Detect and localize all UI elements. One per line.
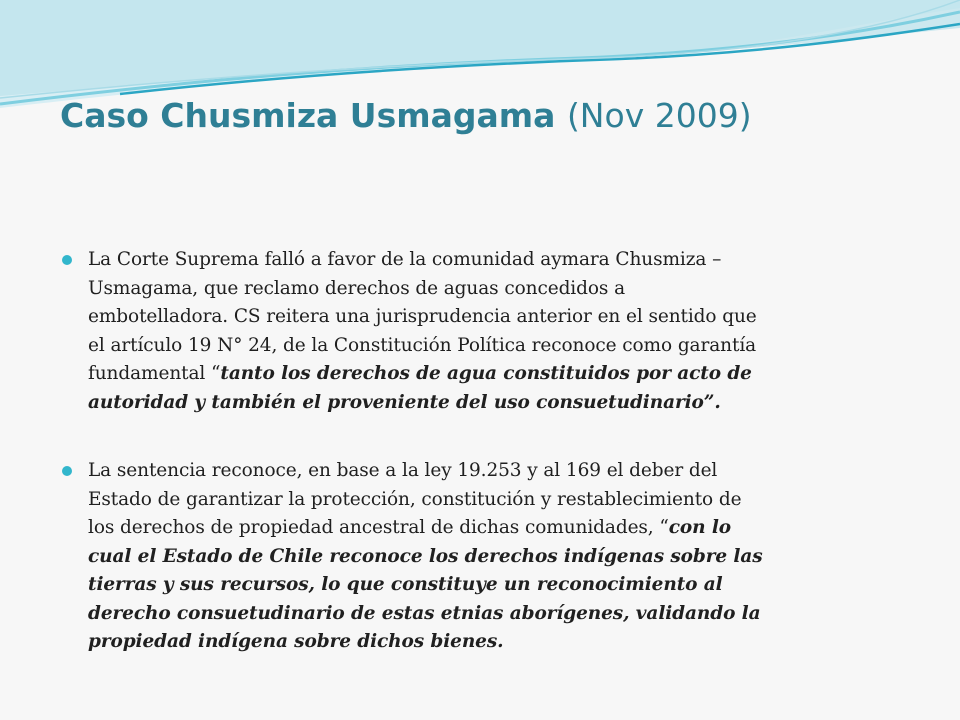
bullet-2-line-2: Estado de garantizar la protección, constitución y restablecimiento de [88,488,742,510]
bullet-dot-icon [62,466,72,476]
bullet-2-line-3 [88,514,922,543]
bullet-1-emphasis-2: autoridad y también el proveniente del uso consuetudinario [88,391,704,413]
bullet-2-line-5: tierras y sus recursos, lo que constituye un reconocimiento al [88,574,723,595]
bullet-2-emphasis-start: con lo [668,517,731,538]
bullet-1-emphasis-1: tanto los derechos de agua constituidos por acto de [220,363,752,384]
bullet-1-line-6 [88,389,922,418]
bullet-2-line-1: La sentencia reconoce, en base a la ley 19.253 y al 169 el deber del [88,460,718,481]
bullet-1-line-5 [88,360,922,389]
title-date: (Nov 2009) [566,96,752,135]
bullet-2-line-4: cual el Estado de Chile reconoce los derechos indígenas sobre las [88,545,763,567]
bullet-item-1 [62,246,922,417]
bullet-dot-icon [62,255,72,265]
bullet-list [62,246,922,657]
bullet-1-line-4: el artículo 19 N° 24, de la Constitución Política reconoce como garantía [88,334,757,356]
bullet-1-line-5-text: fundamental “ [88,363,221,384]
title-main: Caso Chusmiza Usmagama [60,96,556,135]
slide-title [60,94,920,138]
bullet-1-line-2: Usmagama, que reclamo derechos de aguas concedidos a [88,277,626,299]
bullet-1-line-6-end: ”. [703,391,721,413]
wave-light [0,0,960,96]
bullet-1-line-1: La Corte Suprema falló a favor de la comunidad aymara Chusmiza – [88,249,722,270]
bullet-2-line-3-text: los derechos de propiedad ancestral de dichas comunidades, “ [88,517,669,538]
bullet-1-line-3: embotelladora. CS reitera una jurisprudencia anterior en el sentido que [88,306,757,327]
bullet-item-2 [62,457,922,657]
bullet-2-line-7: propiedad indígena sobre dichos bienes. [88,631,504,652]
bullet-2-line-6: derecho consuetudinario de estas etnias aborígenes, validando la [88,602,761,624]
